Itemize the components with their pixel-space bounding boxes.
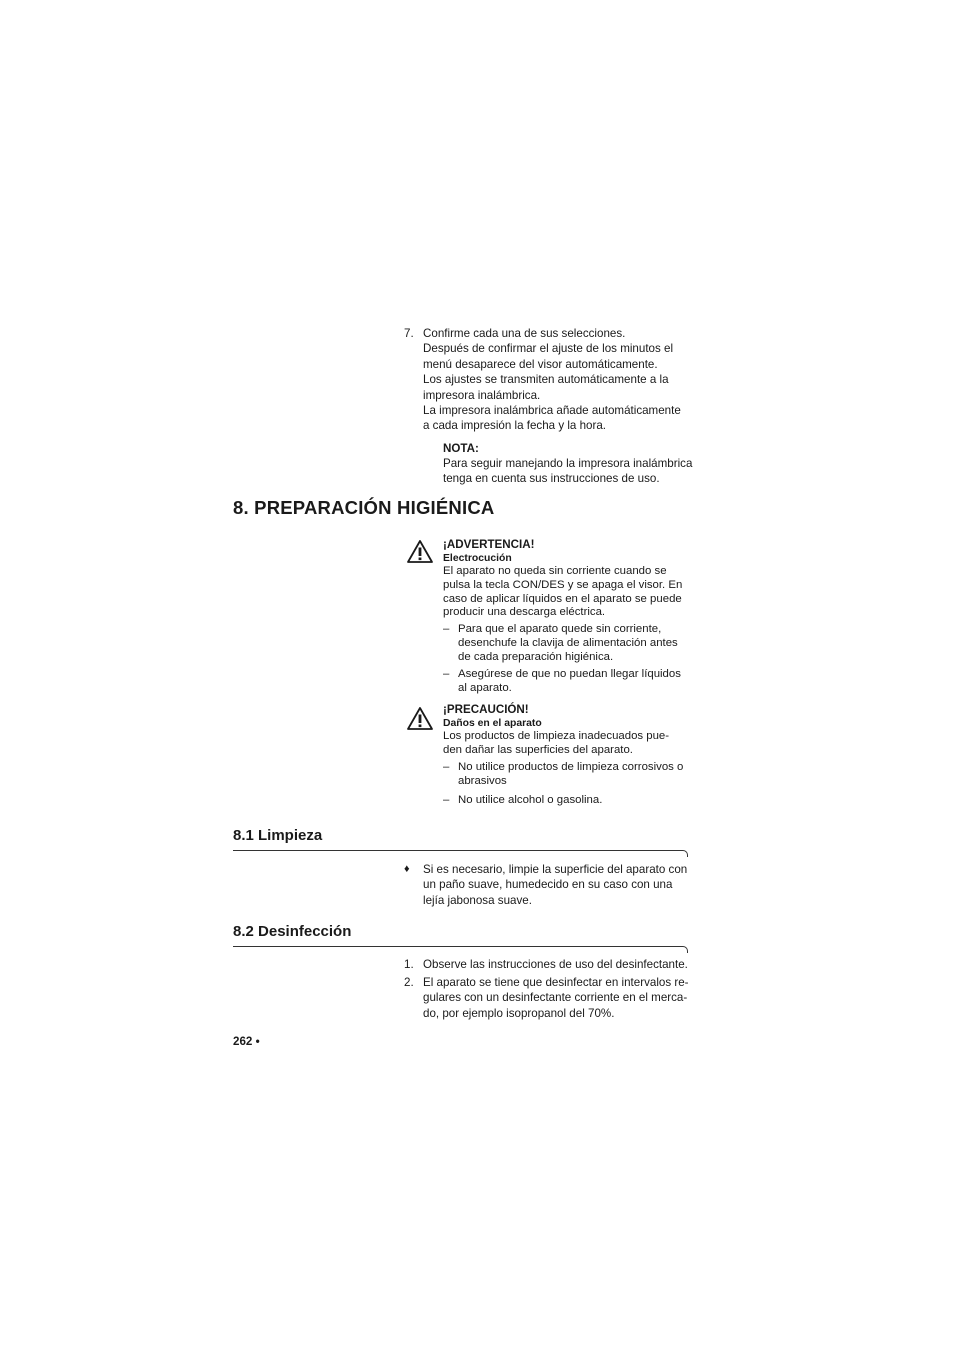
text-line: No utilice alcohol o gasolina. — [458, 794, 603, 806]
dash-marker: – — [443, 668, 450, 680]
text-line: Confirme cada una de sus selecciones. — [423, 327, 626, 340]
text-line: producir una descarga eléctrica. — [443, 606, 606, 619]
text-line: Observe las instrucciones de uso del desinfectante. — [423, 958, 688, 971]
text-line: La impresora inalámbrica añade automáticamente — [423, 404, 681, 418]
section-rule-end — [682, 946, 688, 953]
text-line: Para que el aparato quede sin corriente, — [458, 623, 662, 635]
text-line: Los ajustes se transmiten automáticamente a la — [423, 373, 669, 387]
warning-label: ¡ADVERTENCIA! — [443, 538, 535, 551]
text-line: desenchufe la clavija de alimentación antes — [458, 636, 678, 649]
text-line: El aparato no queda sin corriente cuando se — [443, 565, 667, 577]
page-number: 262 • — [233, 1035, 260, 1048]
text-line: pulsa la tecla CON/DES y se apaga el visor. En — [443, 578, 683, 591]
text-line: al aparato. — [458, 681, 512, 694]
step-number: 1. — [404, 958, 414, 971]
text-line: Los productos de limpieza inadecuados pue- — [443, 730, 670, 742]
note-line: tenga en cuenta sus instrucciones de uso. — [443, 472, 660, 486]
warning-item — [443, 668, 694, 696]
section-rule — [233, 850, 683, 851]
step-number: 2. — [404, 976, 414, 989]
text-line: Después de confirmar el ajuste de los minutos el — [423, 342, 674, 356]
section-8-title: 8. PREPARACIÓN HIGIÉNICA — [233, 497, 495, 518]
caution-triangle-icon — [406, 706, 434, 731]
text-line: El aparato se tiene que desinfectar en intervalos re- — [423, 976, 689, 989]
text-line: do, por ejemplo isopropanol del 70%. — [423, 1006, 615, 1020]
warning-triangle-icon — [406, 539, 434, 564]
section-8-1-title: 8.1 Limpieza — [233, 827, 323, 844]
dash-marker: – — [443, 761, 450, 773]
text-line: lejía jabonosa suave. — [423, 893, 532, 907]
bullet-diamond-icon: ♦ — [404, 863, 410, 875]
caution-subtitle: Daños en el aparato — [443, 718, 542, 729]
text-line: menú desaparece del visor automáticamente. — [423, 357, 658, 371]
text-line: caso de aplicar líquidos en el aparato se puede — [443, 592, 682, 605]
step-7-text — [423, 326, 691, 434]
warning-subtitle: Electrocución — [443, 553, 512, 564]
caution-label: ¡PRECAUCIÓN! — [443, 703, 529, 716]
text-line: Si es necesario, limpie la superficie del aparato con — [423, 863, 688, 876]
dash-item-text — [458, 623, 694, 664]
note-line: Para seguir manejando la impresora inalámbrica — [443, 457, 693, 470]
note-label: NOTA: — [443, 442, 479, 455]
text-line: a cada impresión la fecha y la hora. — [423, 419, 607, 433]
text-line: den dañar las superficies del aparato. — [443, 743, 633, 756]
section-8-2-item — [423, 975, 713, 1021]
text-line: abrasivos — [458, 774, 507, 787]
section-8-2-item — [423, 957, 713, 972]
dash-marker: – — [443, 623, 450, 635]
section-8-1-text — [423, 862, 703, 908]
caution-box — [443, 702, 691, 758]
dash-marker: – — [443, 794, 450, 806]
dash-item-text — [458, 794, 694, 808]
note-box — [443, 441, 692, 487]
warning-item — [443, 623, 694, 664]
caution-text — [443, 730, 691, 758]
text-line: de cada preparación higiénica. — [458, 650, 614, 663]
section-rule — [233, 946, 683, 947]
text-line: No utilice productos de limpieza corrosivos o — [458, 761, 684, 773]
section-rule-end — [682, 850, 688, 857]
text-line: Asegúrese de que no puedan llegar líquidos — [458, 668, 681, 680]
dash-item-text — [458, 761, 694, 789]
text-line: gulares con un desinfectante corriente en el merca- — [423, 991, 688, 1005]
caution-item — [443, 761, 694, 789]
caution-item — [443, 794, 694, 808]
text-line: un paño suave, humedecido en su caso con una — [423, 878, 673, 892]
warning-text — [443, 565, 691, 620]
step-number: 7. — [404, 327, 414, 340]
dash-item-text — [458, 668, 694, 696]
text-line: impresora inalámbrica. — [423, 388, 541, 402]
warning-box — [443, 537, 691, 620]
section-8-2-title: 8.2 Desinfección — [233, 923, 352, 940]
